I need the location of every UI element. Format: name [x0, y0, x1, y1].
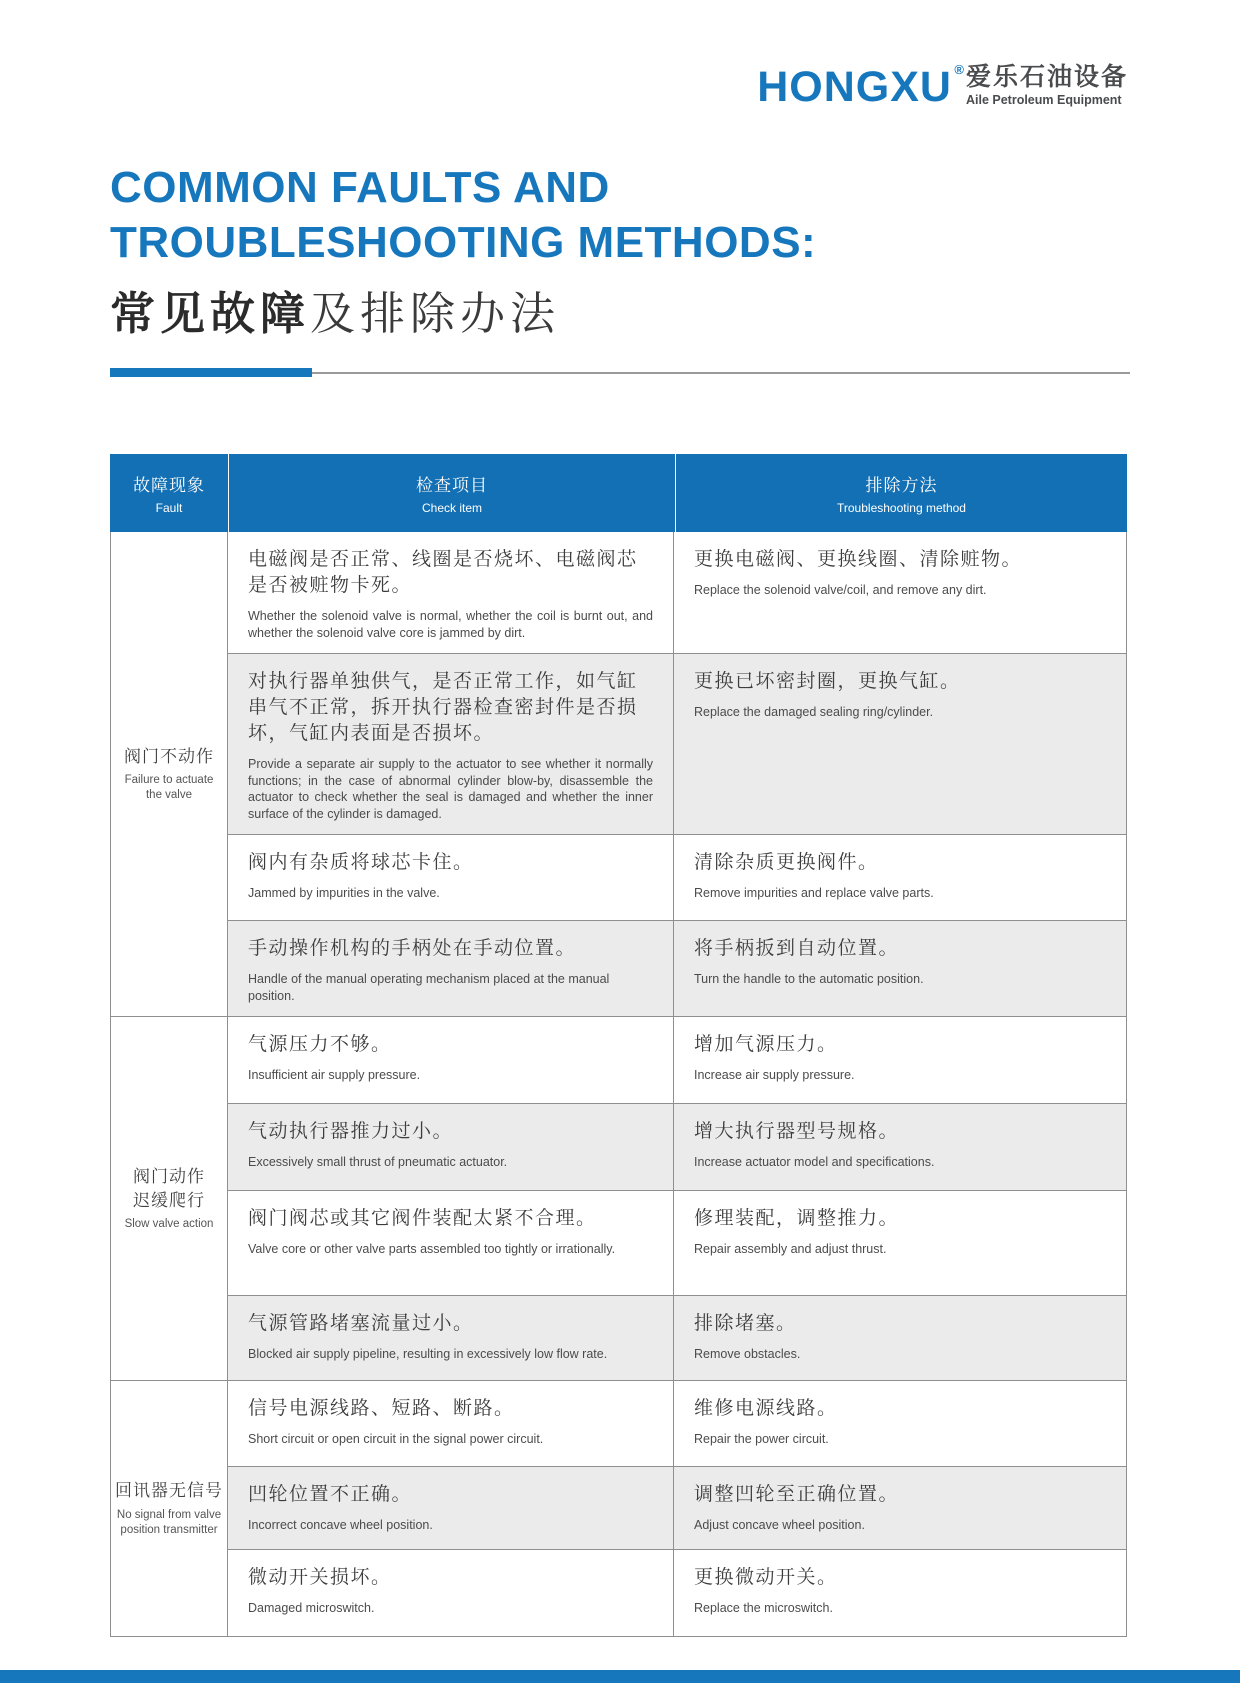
table-row	[228, 532, 1126, 653]
table-row	[228, 1190, 1126, 1295]
check-text-zh: 气源压力不够。	[248, 1034, 392, 1055]
fix-text-en: Increase actuator model and specifications.	[694, 1155, 935, 1169]
check-text-zh: 手动操作机构的手柄处在手动位置。	[248, 938, 577, 959]
fix-text-zh: 更换电磁阀、更换线圈、清除赃物。	[694, 549, 1023, 570]
fix-text-en: Replace the microswitch.	[694, 1601, 833, 1615]
fix-cell	[674, 1467, 1126, 1549]
table-row	[228, 1017, 1126, 1103]
company-logo	[757, 62, 1128, 112]
fix-text-zh: 维修电源线路。	[694, 1398, 838, 1419]
header-method-en: Troubleshooting method	[837, 501, 966, 515]
title-english	[110, 160, 816, 271]
check-text-zh: 凹轮位置不正确。	[248, 1484, 413, 1505]
logo-chinese-name: 爱乐石油设备	[965, 63, 1128, 91]
fault-label-en: No signal from valve position transmitter	[116, 1508, 222, 1536]
title-chinese-rest: 及排除办法	[310, 287, 561, 339]
fault-group-rows	[228, 1381, 1126, 1636]
check-cell	[228, 1191, 674, 1295]
fix-text-zh: 增大执行器型号规格。	[694, 1121, 900, 1142]
fix-text-zh: 将手柄扳到自动位置。	[694, 938, 900, 959]
fix-text-zh: 调整凹轮至正确位置。	[694, 1484, 900, 1505]
title-chinese-bold: 常见故障	[110, 287, 311, 339]
fix-cell	[674, 1296, 1126, 1380]
fault-label-zh-line1: 阀门动作	[133, 1166, 205, 1186]
fix-text-zh: 修理装配，调整推力。	[694, 1208, 900, 1229]
fix-text-zh: 增加气源压力。	[694, 1034, 838, 1055]
fix-text-zh: 清除杂质更换阀件。	[694, 852, 879, 873]
brand-name: HONGXU	[757, 63, 952, 112]
check-text-en: Short circuit or open circuit in the signal power circuit.	[248, 1432, 544, 1446]
fix-cell	[674, 1191, 1126, 1295]
page-title	[110, 160, 816, 341]
fix-text-en: Replace the solenoid valve/coil, and remove any dirt.	[694, 583, 987, 597]
fix-text-en: Turn the handle to the automatic position.	[694, 972, 924, 986]
table-row	[228, 1549, 1126, 1636]
fix-text-en: Remove obstacles.	[694, 1347, 801, 1361]
fix-text-en: Adjust concave wheel position.	[694, 1518, 865, 1532]
check-cell	[228, 1296, 674, 1380]
check-text-en: Damaged microswitch.	[248, 1601, 375, 1615]
check-cell	[228, 1381, 674, 1466]
fault-label-zh: 回讯器无信号	[115, 1481, 223, 1501]
fix-text-zh: 排除堵塞。	[694, 1313, 797, 1334]
fix-cell	[674, 1550, 1126, 1636]
fix-text-zh: 更换微动开关。	[694, 1567, 838, 1588]
check-text-zh: 气动执行器推力过小。	[248, 1121, 454, 1142]
check-text-zh: 对执行器单独供气，是否正常工作，如气缸串气不正常，拆开执行器检查密封件是否损坏，气缸内表面是否损坏。	[248, 671, 638, 744]
fault-label	[111, 1017, 228, 1380]
brand-wordmark	[757, 62, 966, 112]
table-row	[228, 834, 1126, 920]
check-text-zh: 阀内有杂质将球芯卡住。	[248, 852, 474, 873]
fault-label-zh-line2: 迟缓爬行	[133, 1190, 205, 1210]
fault-group-rows	[228, 1017, 1126, 1380]
table-header-row	[110, 454, 1127, 532]
check-text-zh: 微动开关损坏。	[248, 1567, 392, 1588]
check-text-en: Insufficient air supply pressure.	[248, 1068, 421, 1082]
logo-english-name: Aile Petroleum Equipment	[965, 92, 1122, 107]
title-chinese	[110, 287, 816, 341]
check-text-en: Excessively small thrust of pneumatic actuator.	[248, 1155, 508, 1169]
check-cell	[228, 1550, 674, 1636]
fault-label-zh: 阀门不动作	[124, 746, 214, 766]
fix-text-en: Replace the damaged sealing ring/cylinder.	[694, 705, 934, 719]
fault-group-no-signal	[111, 1380, 1126, 1636]
fault-group-rows	[228, 532, 1126, 1016]
table-row	[228, 1295, 1126, 1380]
fault-group-slow-valve-action	[111, 1016, 1126, 1380]
fix-text-zh: 更换已坏密封圈，更换气缸。	[694, 671, 961, 692]
divider-line	[312, 372, 1130, 374]
fault-group-valve-not-actuating	[111, 532, 1126, 1016]
check-text-zh: 信号电源线路、短路、断路。	[248, 1398, 515, 1419]
fault-label-en: Slow valve action	[124, 1218, 214, 1231]
header-check-item-en: Check item	[421, 501, 483, 515]
table-row	[228, 1381, 1126, 1466]
fix-cell	[674, 1381, 1126, 1466]
fault-label-en: Failure to actuate the valve	[124, 774, 214, 802]
check-cell	[228, 1104, 674, 1190]
fix-cell	[674, 654, 1126, 834]
fix-text-en: Remove impurities and replace valve parts.	[694, 886, 934, 900]
fix-cell	[674, 835, 1126, 920]
table-row	[228, 1103, 1126, 1190]
registered-trademark-icon: ®	[954, 62, 964, 78]
logo-subtitle	[966, 64, 1128, 109]
fault-label	[111, 1381, 228, 1636]
check-cell	[228, 654, 674, 834]
check-text-zh: 电磁阀是否正常、线圈是否烧坏、电磁阀芯是否被赃物卡死。	[248, 549, 638, 596]
check-text-en: Jammed by impurities in the valve.	[248, 886, 440, 900]
footer-accent-bar	[0, 1670, 1240, 1683]
table-row	[228, 653, 1126, 834]
header-fault-zh: 故障现象	[133, 476, 205, 495]
check-cell	[228, 1017, 674, 1103]
fix-cell	[674, 1017, 1126, 1103]
header-check-item	[228, 454, 675, 532]
fix-text-en: Repair assembly and adjust thrust.	[694, 1242, 887, 1256]
header-method	[675, 454, 1127, 532]
check-cell	[228, 1467, 674, 1549]
check-text-en: Whether the solenoid valve is normal, whether the coil is burnt out, and whether the solenoid valve core is jammed by dirt.	[248, 609, 653, 640]
check-cell	[228, 921, 674, 1016]
table-row	[228, 920, 1126, 1016]
troubleshooting-table	[110, 455, 1127, 1637]
check-text-zh: 气源管路堵塞流量过小。	[248, 1313, 474, 1334]
check-cell	[228, 532, 674, 653]
title-divider	[110, 368, 1130, 378]
table-row	[228, 1466, 1126, 1549]
header-method-zh: 排除方法	[865, 476, 938, 495]
check-text-en: Provide a separate air supply to the actuator to see whether it normally functions; in the case of abnormal cylinder blow-by, disassemble the actuator to check whether the seal is damaged and whether the inner surface of the cylinder is damaged.	[248, 757, 653, 821]
check-text-en: Valve core or other valve parts assembled too tightly or irrationally.	[248, 1242, 616, 1256]
fix-text-en: Repair the power circuit.	[694, 1432, 829, 1446]
header-fault	[110, 454, 228, 532]
title-english-line1: COMMON FAULTS AND	[110, 163, 610, 212]
header-check-item-zh: 检查项目	[416, 476, 488, 495]
title-english-line2: TROUBLESHOOTING METHODS:	[110, 218, 817, 268]
fix-cell	[674, 921, 1126, 1016]
check-text-zh: 阀门阀芯或其它阀件装配太紧不合理。	[248, 1208, 597, 1229]
check-text-en: Blocked air supply pipeline, resulting in excessively low flow rate.	[248, 1347, 608, 1361]
check-text-en: Incorrect concave wheel position.	[248, 1518, 433, 1532]
fix-cell	[674, 1104, 1126, 1190]
check-cell	[228, 835, 674, 920]
divider-accent-segment	[110, 368, 312, 377]
fix-cell	[674, 532, 1126, 653]
header-fault-en: Fault	[155, 501, 183, 515]
fault-label	[111, 532, 228, 1016]
check-text-en: Handle of the manual operating mechanism placed at the manual position.	[248, 972, 610, 1003]
fix-text-en: Increase air supply pressure.	[694, 1068, 855, 1082]
